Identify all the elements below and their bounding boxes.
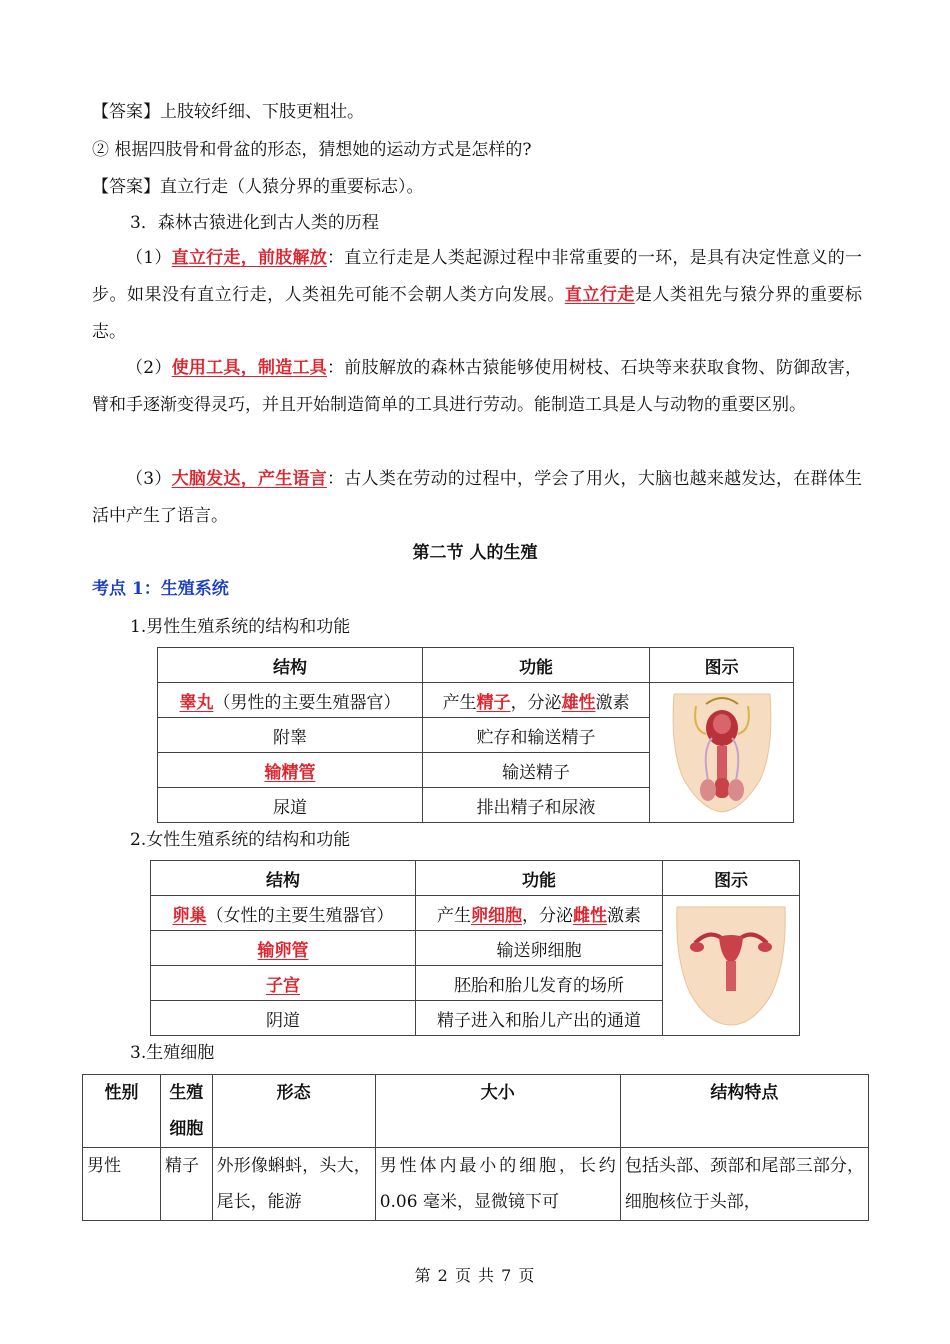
function-cell [422,683,649,718]
germ-cell: 精子 [160,1148,212,1221]
question-line-2: ② 根据四肢骨和骨盆的形态，猜想她的运动方式是怎样的? [92,140,532,160]
function-cell: 输送精子 [422,753,649,788]
size-cell: 男性体内最小的细胞，长约 0.06 毫米，显微镜下可 [375,1148,620,1221]
table-header-row [158,648,794,683]
p1-text1: ：直立行走是人类起源过程中非常重要的一环，是具有决定性意义的一步。如果没有直立行走，人类祖先可能不会朝人类方向发展。 [92,248,863,305]
sex-cell: 男性 [83,1148,161,1221]
p1-key2: 直立行走 [564,285,635,305]
function-cell: 输送卵细胞 [415,931,662,966]
male-hormone-key: 雄性 [561,692,596,713]
feature-cell: 包括头部、颈部和尾部三部分，细胞核位于头部， [620,1148,868,1221]
header-diagram: 图示 [663,861,800,896]
germ-cells-table [82,1074,869,1221]
female-caption: 2.女性生殖系统的结构和功能 [130,830,351,850]
structure-cell [151,966,416,1001]
page-footer: 第 2 页 共 7 页 [414,1266,536,1285]
function-cell: 胚胎和胎儿发育的场所 [415,966,662,1001]
func-text: ，分泌 [522,905,574,926]
structure-cell: 阴道 [151,1001,416,1036]
testis-note: （男性的主要生殖器官） [213,692,401,713]
structure-cell [158,683,423,718]
p2-prefix: （2） [126,358,172,378]
p3-key: 大脑发达，产生语言 [171,469,328,489]
male-diagram-cell [650,683,794,823]
p1-text2: 是人类祖先与猿分界的重要标志。 [92,285,863,342]
p2-text: ：前肢解放的森林古猿能够使用树枝、石块等来获取食物、防御敌害，臂和手逐渐变得灵巧，并且开始制造简单的工具进行劳动。能制造工具是人与动物的重要区别。 [92,358,863,415]
female-reproductive-diagram [671,903,791,1028]
structure-cell: 附睾 [158,718,423,753]
vas-deferens-key: 输精管 [264,762,316,783]
header-structure: 结构 [158,648,423,683]
section-title: 第二节 人的生殖 [412,543,538,563]
header-function: 功能 [422,648,649,683]
heading-evolution: 3．森林古猿进化到古人类的历程 [130,213,379,233]
testis-key: 睾丸 [179,692,214,713]
female-diagram-cell [663,896,800,1036]
func-text: 激素 [595,692,630,713]
cells-caption: 3.生殖细胞 [130,1043,215,1063]
header-sex: 性别 [83,1075,161,1148]
structure-cell [158,753,423,788]
header-size: 大小 [375,1075,620,1148]
structure-cell: 尿道 [158,788,423,823]
func-text: 产生 [437,905,472,926]
ovary-note: （女性的主要生殖器官） [206,905,394,926]
header-diagram: 图示 [650,648,794,683]
p3-prefix: （3） [126,469,172,489]
paragraph-3 [92,461,862,535]
table-row [151,896,800,931]
sperm-key: 精子 [476,692,511,713]
header-function: 功能 [415,861,662,896]
male-system-table [157,647,794,823]
kaodian-heading: 考点 1：生殖系统 [92,579,229,599]
p1-key: 直立行走，前肢解放 [171,248,328,268]
function-cell: 排出精子和尿液 [422,788,649,823]
header-cell-type: 生殖细胞 [160,1075,212,1148]
func-text: ，分泌 [510,692,562,713]
table-header-row [83,1075,869,1148]
egg-key: 卵细胞 [471,905,523,926]
answer-line-1: 【答案】上肢较纤细、下肢更粗壮。 [92,102,364,122]
func-text: 产生 [442,692,477,713]
p1-prefix: （1） [126,248,172,268]
shape-cell: 外形像蝌蚪，头大，尾长，能游 [212,1148,375,1221]
uterus-key: 子宫 [265,975,300,996]
male-caption: 1.男性生殖系统的结构和功能 [130,617,351,637]
structure-cell [151,931,416,966]
function-cell: 贮存和输送精子 [422,718,649,753]
female-hormone-key: 雌性 [573,905,608,926]
header-structure: 结构 [151,861,416,896]
paragraph-2 [92,350,862,424]
oviduct-key: 输卵管 [257,940,309,961]
male-reproductive-diagram [662,690,782,815]
table-header-row [151,861,800,896]
table-row [158,683,794,718]
p2-key: 使用工具，制造工具 [171,358,328,378]
p3-text: ：古人类在劳动的过程中，学会了用火，大脑也越来越发达，在群体生活中产生了语言。 [92,469,863,526]
answer-line-2: 【答案】直立行走（人猿分界的重要标志）。 [92,177,424,197]
table-row [83,1148,869,1221]
header-shape: 形态 [212,1075,375,1148]
structure-cell [151,896,416,931]
female-system-table [150,860,800,1036]
function-cell: 精子进入和胎儿产出的通道 [415,1001,662,1036]
function-cell [415,896,662,931]
ovary-key: 卵巢 [172,905,207,926]
func-text: 激素 [607,905,642,926]
header-structure-features: 结构特点 [620,1075,868,1148]
paragraph-1 [92,240,862,351]
